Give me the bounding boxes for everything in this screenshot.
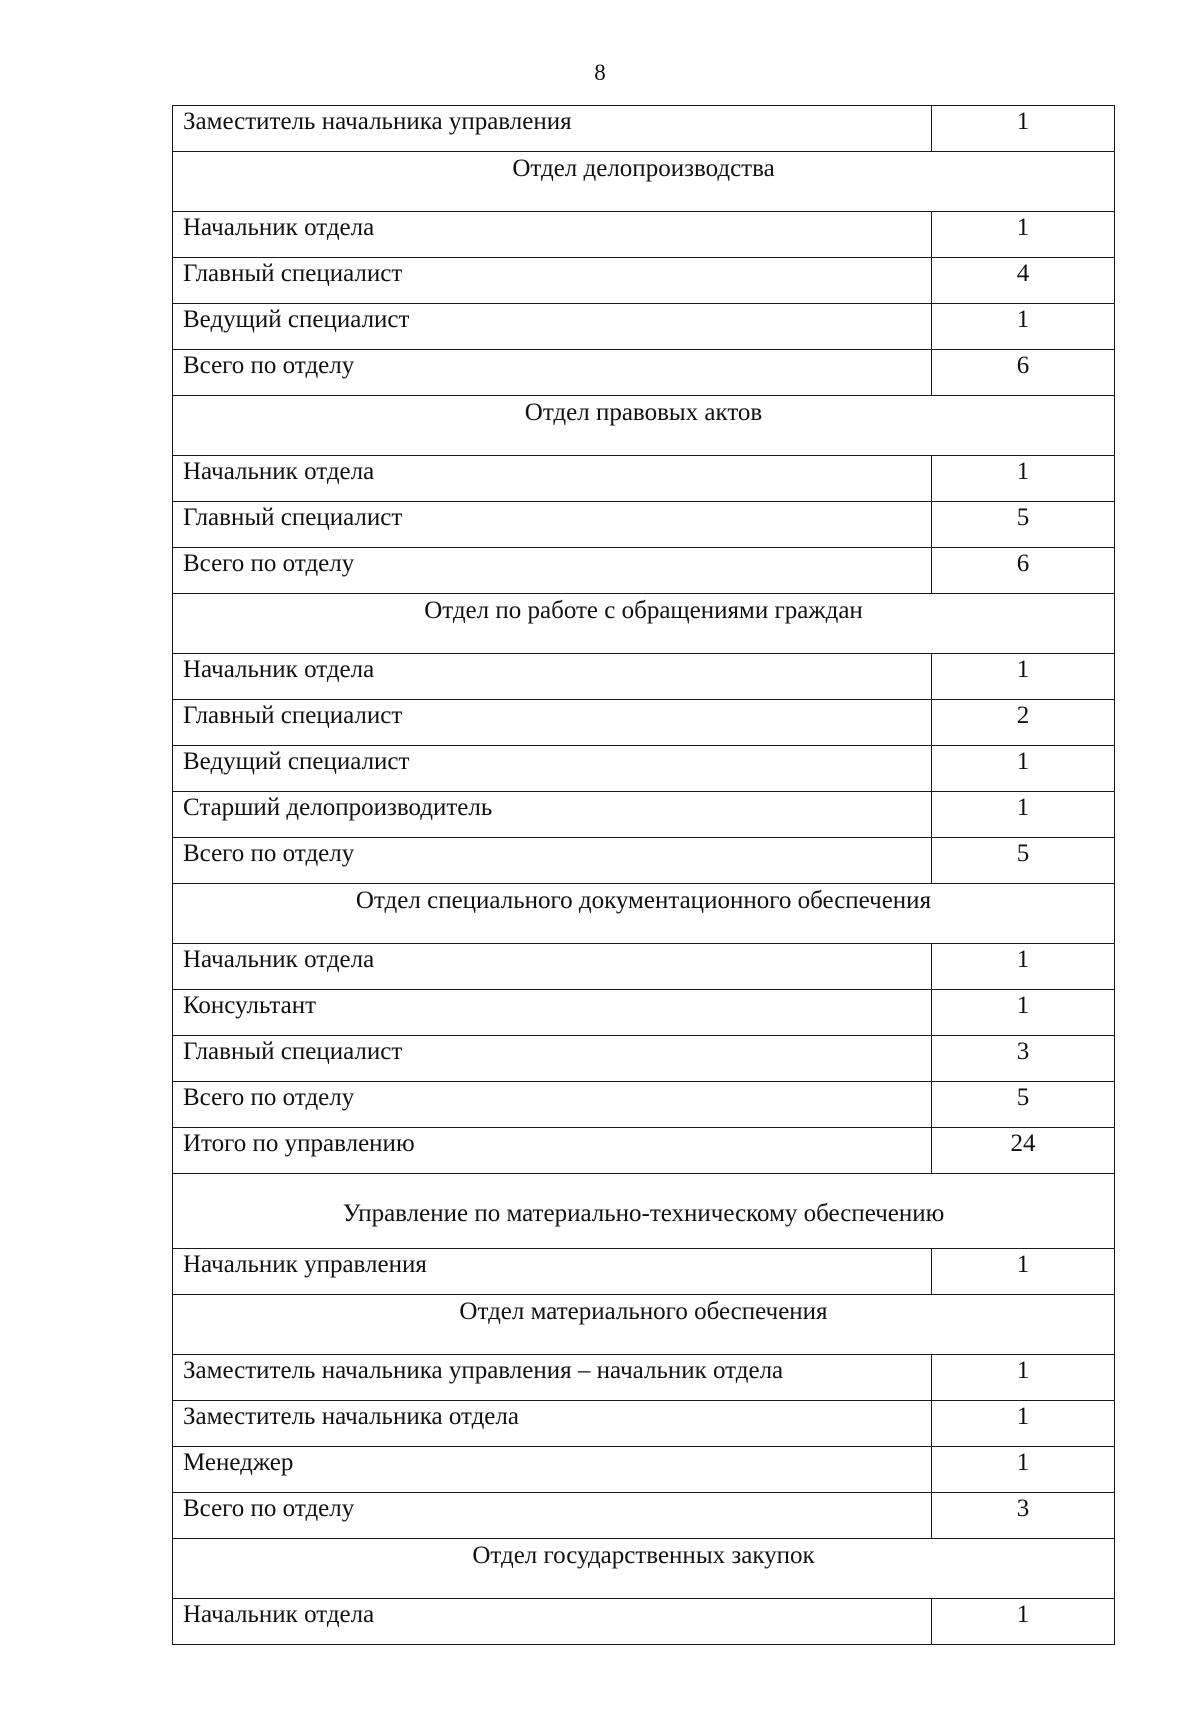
position-count: 1 bbox=[932, 456, 1115, 502]
position-title: Главный специалист bbox=[173, 258, 932, 304]
position-count: 5 bbox=[932, 1082, 1115, 1128]
section-title: Отдел государственных закупок bbox=[173, 1539, 1115, 1599]
position-row bbox=[173, 1493, 1115, 1539]
position-row bbox=[173, 1082, 1115, 1128]
section-title: Отдел специального документационного обеспечения bbox=[173, 884, 1115, 944]
position-count: 1 bbox=[932, 792, 1115, 838]
position-title: Главный специалист bbox=[173, 502, 932, 548]
position-title: Ведущий специалист bbox=[173, 746, 932, 792]
position-title: Всего по отделу bbox=[173, 1493, 932, 1539]
position-title: Начальник отдела bbox=[173, 654, 932, 700]
position-row bbox=[173, 1599, 1115, 1645]
position-row bbox=[173, 548, 1115, 594]
position-title: Всего по отделу bbox=[173, 350, 932, 396]
position-count: 6 bbox=[932, 548, 1115, 594]
section-header-row bbox=[173, 884, 1115, 944]
position-count: 1 bbox=[932, 990, 1115, 1036]
position-count: 3 bbox=[932, 1036, 1115, 1082]
section-title: Отдел делопроизводства bbox=[173, 152, 1115, 212]
section-header-row bbox=[173, 1174, 1115, 1249]
position-title: Консультант bbox=[173, 990, 932, 1036]
position-title: Всего по отделу bbox=[173, 1082, 932, 1128]
position-count: 5 bbox=[932, 502, 1115, 548]
position-title: Начальник отдела bbox=[173, 456, 932, 502]
position-count: 1 bbox=[932, 1599, 1115, 1645]
position-count: 6 bbox=[932, 350, 1115, 396]
position-count: 3 bbox=[932, 1493, 1115, 1539]
position-count: 1 bbox=[932, 1355, 1115, 1401]
position-title: Начальник управления bbox=[173, 1249, 932, 1295]
position-row bbox=[173, 1036, 1115, 1082]
position-row bbox=[173, 1249, 1115, 1295]
section-title: Отдел материального обеспечения bbox=[173, 1295, 1115, 1355]
section-title: Отдел по работе с обращениями граждан bbox=[173, 594, 1115, 654]
position-title: Заместитель начальника управления – начальник отдела bbox=[173, 1355, 932, 1401]
position-row bbox=[173, 1355, 1115, 1401]
section-title: Управление по материально-техническому обеспечению bbox=[173, 1174, 1115, 1249]
position-count: 4 bbox=[932, 258, 1115, 304]
section-header-row bbox=[173, 1295, 1115, 1355]
position-row bbox=[173, 654, 1115, 700]
section-header-row bbox=[173, 1539, 1115, 1599]
position-title: Начальник отдела bbox=[173, 212, 932, 258]
position-count: 1 bbox=[932, 304, 1115, 350]
position-count: 1 bbox=[932, 1447, 1115, 1493]
position-title: Менеджер bbox=[173, 1447, 932, 1493]
position-count: 2 bbox=[932, 700, 1115, 746]
section-title: Отдел правовых актов bbox=[173, 396, 1115, 456]
position-title: Всего по отделу bbox=[173, 838, 932, 884]
position-row bbox=[173, 106, 1115, 152]
position-count: 1 bbox=[932, 106, 1115, 152]
position-count: 1 bbox=[932, 746, 1115, 792]
position-row bbox=[173, 700, 1115, 746]
staffing-table-body bbox=[173, 106, 1115, 1645]
position-count: 1 bbox=[932, 1249, 1115, 1295]
position-row bbox=[173, 456, 1115, 502]
section-header-row bbox=[173, 594, 1115, 654]
position-row bbox=[173, 1447, 1115, 1493]
position-count: 1 bbox=[932, 1401, 1115, 1447]
position-title: Главный специалист bbox=[173, 700, 932, 746]
position-title: Заместитель начальника отдела bbox=[173, 1401, 932, 1447]
position-row bbox=[173, 502, 1115, 548]
position-row bbox=[173, 1128, 1115, 1174]
position-count: 5 bbox=[932, 838, 1115, 884]
position-title: Начальник отдела bbox=[173, 944, 932, 990]
section-header-row bbox=[173, 396, 1115, 456]
position-title: Всего по отделу bbox=[173, 548, 932, 594]
position-row bbox=[173, 792, 1115, 838]
position-row bbox=[173, 944, 1115, 990]
position-row bbox=[173, 746, 1115, 792]
position-title: Старший делопроизводитель bbox=[173, 792, 932, 838]
position-row bbox=[173, 1401, 1115, 1447]
position-row bbox=[173, 258, 1115, 304]
position-count: 1 bbox=[932, 944, 1115, 990]
position-title: Итого по управлению bbox=[173, 1128, 932, 1174]
position-count: 24 bbox=[932, 1128, 1115, 1174]
position-row bbox=[173, 350, 1115, 396]
position-row bbox=[173, 212, 1115, 258]
position-title: Заместитель начальника управления bbox=[173, 106, 932, 152]
position-row bbox=[173, 304, 1115, 350]
position-row bbox=[173, 990, 1115, 1036]
section-header-row bbox=[173, 152, 1115, 212]
position-row bbox=[173, 838, 1115, 884]
position-title: Главный специалист bbox=[173, 1036, 932, 1082]
position-title: Ведущий специалист bbox=[173, 304, 932, 350]
position-count: 1 bbox=[932, 654, 1115, 700]
staffing-table bbox=[172, 105, 1115, 1645]
position-title: Начальник отдела bbox=[173, 1599, 932, 1645]
page-number: 8 bbox=[594, 60, 606, 85]
position-count: 1 bbox=[932, 212, 1115, 258]
